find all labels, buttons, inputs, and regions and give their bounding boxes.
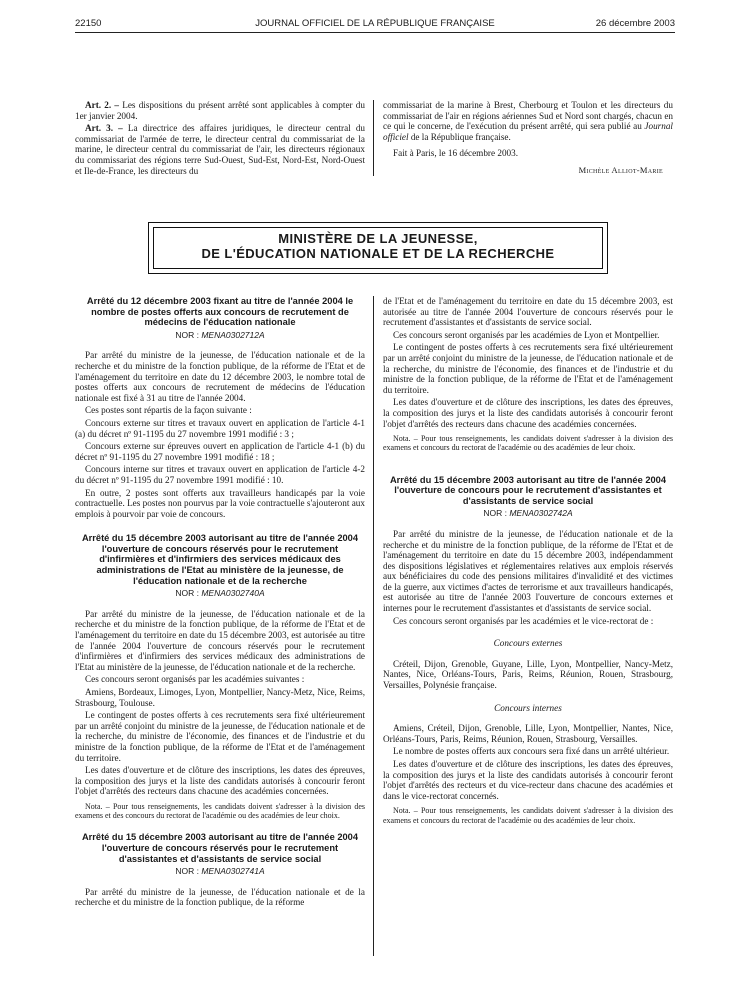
signature: Michèle Alliot-Marie bbox=[578, 164, 663, 175]
ministry-line-1: MINISTÈRE DE LA JEUNESSE, bbox=[278, 231, 478, 246]
ministry-heading-box bbox=[148, 222, 608, 274]
arrete-1-p6: En outre, 2 postes sont offerts aux travailleurs handicapés par la voie contractuelle. Les postes non pourvus par la voie contractuelle s'ajouteront aux emplois à pourvoir par voie de concours. bbox=[75, 487, 365, 519]
concours-externes-list: Créteil, Dijon, Grenoble, Guyane, Lille, Lyon, Montpellier, Nancy-Metz, Nantes, Nice, Orléans-Tours, Paris, Reims, Réunion, Rouen, Strasbourg, Versailles, Polynésie française. bbox=[383, 658, 673, 691]
concours-externes-heading: Concours externes bbox=[493, 638, 563, 649]
arrete-4-title: Arrêté du 15 décembre 2003 autorisant au titre de l'année 2004 l'ouverture de concours pour le recrutement d'assistantes et d'assistants de service social bbox=[389, 474, 667, 506]
arrete-3-p4: Les dates d'ouverture et de clôture des inscriptions, les dates des épreuves, la composition des jurys et la liste des candidats autorisés à concourir feront l'objet d'arrêtés des recteurs dans chacune des académies concernées. bbox=[383, 397, 673, 429]
concours-internes-list: Amiens, Créteil, Dijon, Grenoble, Lille, Lyon, Montpellier, Nantes, Nice, Orléans-Tours, Paris, Reims, Réunion, Rouen, Strasbourg, Versailles. bbox=[383, 723, 673, 744]
issue-date: 26 décembre 2003 bbox=[595, 18, 675, 29]
arrete-3-title: Arrêté du 15 décembre 2003 autorisant au titre de l'année 2004 l'ouverture de concours réservés pour le recrutement d'assistantes et d'assistants de service social bbox=[81, 832, 359, 864]
arrete-2-title: Arrêté du 15 décembre 2003 autorisant au titre de l'année 2004 l'ouverture de concours réservés pour le recrutement d'infirmières et d'infirmiers des services médicaux des administrations de l'Etat au ministère de la jeunesse, de l'éducation nationale et de la recherche bbox=[81, 533, 359, 586]
arrete-2-note: Nota. – Pour tous renseignements, les candidats doivent s'adresser à la division des examens et des concours du rectorat de l'académie ou des académies de leur choix. bbox=[75, 801, 365, 821]
article-3: Art. 3. – La directrice des affaires juridiques, le directeur central du commissariat de l'armée de terre, le directeur central du commissariat de la marine, le directeur central du commissariat de l'air, les directeurs régionaux du commissariat des régions terre Sud-Ouest, Sud-Est, Nord-Est, Nord-Ouest et Ile-de-France, les directeurs du bbox=[75, 123, 366, 176]
left-column bbox=[75, 296, 365, 910]
arrete-1-title: Arrêté du 12 décembre 2003 fixant au titre de l'année 2004 le nombre de postes offerts aux concours de recrutement de médecins de l'éducation nationale bbox=[86, 296, 354, 328]
page-header bbox=[75, 18, 675, 33]
arrete-1-p3: Concours externe sur titres et travaux ouvert en application de l'article 4-1 (a) du décret nº 91-1195 du 27 novembre 1991 modifié : 3 ; bbox=[75, 417, 365, 439]
arrete-3-p1-end: de l'Etat et de l'aménagement du territoire en date du 15 décembre 2003, est autorisée au titre de l'année 2004 l'ouverture de concours réservés pour le recrutement d'assistantes et d'assistants de service social. bbox=[383, 296, 673, 328]
arrete-3-note: Nota. – Pour tous renseignements, les candidats doivent s'adresser à la division des examens et concours du rectorat de l'académie ou des académies de leur choix. bbox=[383, 434, 673, 453]
column-divider-top bbox=[373, 100, 374, 176]
concours-internes-heading: Concours internes bbox=[494, 702, 562, 713]
fait-a-paris: Fait à Paris, le 16 décembre 2003. bbox=[393, 148, 519, 159]
arrete-1-p5: Concours interne sur titres et travaux ouvert en application de l'article 4-2 du décret nº 91-1195 du 27 novembre 1991 modifié : 10. bbox=[75, 464, 365, 485]
page-number: 22150 bbox=[75, 18, 102, 29]
arrete-1-p1: Par arrêté du ministre de la jeunesse, de l'éducation nationale et de la recherche et du ministre de la fonction publique, de la réforme de l'Etat et de l'aménagement du territoire en date du 12 décembre 2003, le nombre total de postes offerts aux concours de recrutement de médecins de l'éducation nationale est fixé à 31 au titre de l'année 2004. bbox=[75, 350, 365, 403]
arrete-2-p4: Le contingent de postes offerts à ces recrutements sera fixé ultérieurement par un arrêté conjoint du ministre de la jeunesse, de l'éducation nationale et de la recherche, du ministre de l'économie, des finances et de l'industrie et du ministre de la fonction publique, de la réforme de l'Etat et de l'aménagement du territoire. bbox=[75, 710, 365, 763]
arrete-2-p1: Par arrêté du ministre de la jeunesse, de l'éducation nationale et de la recherche et du ministre de la fonction publique, de la réforme de l'Etat et de l'aménagement du territoire en date du 15 décembre 2003, est autorisée au titre de l'année 2004 l'ouverture de concours réservés pour le recrutement d'infirmières et d'infirmiers des services médicaux des administrations de l'Etat au ministère de la jeunesse, de l'éducation nationale et de la recherche. bbox=[75, 608, 365, 672]
arrete-4-p1: Par arrêté du ministre de la jeunesse, de l'éducation nationale et de la recherche et du ministre de la fonction publique, de la réforme de l'Etat et de l'aménagement du territoire en date du 15 décembre 2003, indépendamment des dispositions législatives et réglementaires relatives aux emplois réservés aux bénéficiaires du code des pensions militaires d'invalidité et des victimes de la guerre, aux victimes d'actes de terrorisme et aux travailleurs handicapés, est autorisée au titre de l'année 2003 l'ouverture de concours externes et internes pour le recrutement d'assistantes et d'assistants de service social. bbox=[383, 528, 673, 614]
column-divider bbox=[373, 296, 374, 956]
arrete-1-p2: Ces postes sont répartis de la façon suivante : bbox=[85, 405, 252, 416]
arrete-1-nor: NOR : MENA0302712A bbox=[175, 329, 265, 340]
arrete-2-p5: Les dates d'ouverture et de clôture des inscriptions, les dates des épreuves, la composition des jurys et la liste des candidats autorisés à concourir feront l'objet d'arrêtés des recteurs dans chacune des académies concernées. bbox=[75, 765, 365, 797]
arrete-4-note: Nota. – Pour tous renseignements, les candidats doivent s'adresser à la division des examens et concours du rectorat de l'académie ou des académies de leur choix. bbox=[383, 806, 673, 825]
arrete-1-p4: Concours externe sur épreuves ouvert en application de l'article 4-1 (b) du décret nº 91-1195 du 27 novembre 1991 modifié : 18 ; bbox=[75, 441, 365, 462]
ministry-heading bbox=[153, 227, 603, 269]
arrete-2-p2: Ces concours seront organisés par les académies suivantes : bbox=[85, 674, 305, 685]
top-right-column bbox=[383, 100, 673, 178]
top-left-column bbox=[75, 100, 365, 178]
arrete-2-p3: Amiens, Bordeaux, Limoges, Lyon, Montpellier, Nancy-Metz, Nice, Reims, Strasbourg, Toulouse. bbox=[75, 687, 365, 708]
ministry-line-2: DE L'ÉDUCATION NATIONALE ET DE LA RECHERCHE bbox=[201, 246, 555, 261]
arrete-4-p3: Le nombre de postes offerts aux concours sera fixé dans un arrêté ultérieur. bbox=[393, 746, 670, 757]
arrete-3-p3: Le contingent de postes offerts à ces recrutements sera fixé ultérieurement par un arrêté conjoint du ministre de la jeunesse, de l'éducation nationale et de la recherche, du ministre de l'économie, des finances et de l'industrie et du ministre de la fonction publique, de la réforme de l'Etat et de l'aménagement du territoire. bbox=[383, 342, 673, 395]
arrete-3-p1-start: Par arrêté du ministre de la jeunesse, de l'éducation nationale et de la recherche et du ministre de la fonction publique, de la réforme bbox=[75, 886, 365, 908]
article-2: Art. 2. – Les dispositions du présent arrêté sont applicables à compter du 1er janvier 2004. bbox=[75, 100, 365, 121]
article-3-continued: commissariat de la marine à Brest, Cherbourg et Toulon et les directeurs du commissariat de l'air en régions aériennes Sud et Nord sont chargés, chacun en ce qui le concerne, de l'exécution du présent arrêté, qui sera publié au Journal officiel de la République française. bbox=[383, 100, 673, 142]
journal-title: JOURNAL OFFICIEL DE LA RÉPUBLIQUE FRANÇAISE bbox=[255, 18, 495, 29]
arrete-3-nor: NOR : MENA0302741A bbox=[175, 866, 265, 877]
arrete-2-nor: NOR : MENA0302740A bbox=[175, 588, 265, 599]
arrete-4-nor: NOR : MENA0302742A bbox=[483, 508, 573, 519]
right-column bbox=[383, 296, 673, 829]
arrete-4-p4: Les dates d'ouverture et de clôture des inscriptions, les dates des épreuves, la composition des jurys et la liste des candidats autorisés à concourir feront l'objet d'arrêtés des recteurs et du vice-recteur dans chacune des académies et dans le vice-rectorat concernés. bbox=[383, 759, 673, 801]
arrete-4-p2: Ces concours seront organisés par les académies et le vice-rectorat de : bbox=[393, 615, 654, 626]
arrete-3-p2: Ces concours seront organisés par les académies de Lyon et Montpellier. bbox=[393, 329, 660, 340]
